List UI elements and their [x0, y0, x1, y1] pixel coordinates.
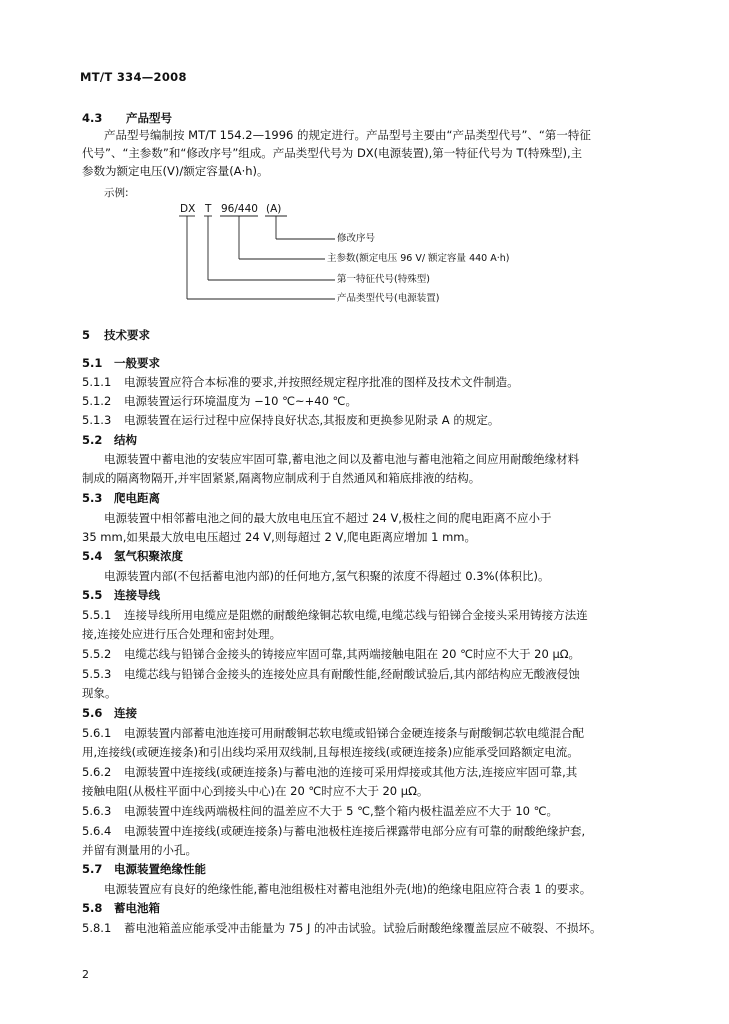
clause-5-5-1: 5.5.1 连接导线所用电缆应是阻燃的耐酸绝缘铜芯软电缆,电缆芯线与铅锑合金接头采用铸接方法连 — [82, 608, 588, 622]
clause-5-6-4: 5.6.4 电源装置中连接线(或硬连接条)与蓄电池极柱连接后裸露带电部分应有可靠的耐酸绝缘护套, — [82, 824, 586, 838]
clause-5-6-2: 5.6.2 电源装置中连接线(或硬连接条)与蓄电池的连接可采用焊接或其他方法,连接应牢固可靠,其 — [82, 765, 578, 779]
clause-5-6-1: 5.6.1 电源装置内部蓄电池连接可用耐酸铜芯软电缆或铅锑合金硬连接条与耐酸铜芯软电缆混合配 — [82, 726, 584, 740]
section-5-8-heading: 5.8 蓄电池箱 — [82, 901, 160, 915]
example-label: 示例: — [104, 187, 129, 199]
label-product-type-code: 产品类型代号(电源装置) — [337, 293, 440, 304]
code-part-t: T — [205, 203, 212, 215]
paragraph-line: 产品型号编制按 MT/T 154.2—1996 的规定进行。产品型号主要由“产品类型代号”、“第一特征 — [104, 128, 591, 142]
paragraph-line: 并留有测量用的小孔。 — [82, 843, 197, 857]
section-5-3-heading: 5.3 爬电距离 — [82, 491, 160, 505]
paragraph-line: 电源装置中蓄电池的安装应牢固可靠,蓄电池之间以及蓄电池与蓄电池箱之间应用耐酸绝缘材料 — [104, 452, 580, 466]
paragraph-line: 接,连接处应进行压合处理和密封处理。 — [82, 627, 282, 641]
section-4-3-heading: 4.3 产品型号 — [82, 111, 172, 125]
paragraph-line: 电源装置内部(不包括蓄电池内部)的任何地方,氢气积聚的浓度不得超过 0.3%(体积比)。 — [104, 569, 550, 583]
paragraph-line: 35 mm,如果最大放电电压超过 24 V,则每超过 2 V,爬电距离应增加 1 mm。 — [82, 530, 476, 544]
clause-5-1-2: 5.1.2 电源装置运行环境温度为 −10 ℃~+40 ℃。 — [82, 394, 357, 408]
clause-5-5-3: 5.5.3 电缆芯线与铅锑合金接头的连接处应具有耐酸性能,经耐酸试验后,其内部结构应无酸液侵蚀 — [82, 667, 580, 681]
clause-5-1-3: 5.1.3 电源装置在运行过程中应保持良好状态,其报废和更换参见附录 A 的规定。 — [82, 413, 500, 427]
label-modification-number: 修改序号 — [337, 233, 376, 244]
section-5-1-heading: 5.1 一般要求 — [82, 356, 160, 370]
section-5-7-heading: 5.7 电源装置绝缘性能 — [82, 862, 206, 876]
code-part-mod: (A) — [266, 203, 282, 215]
clause-5-5-2: 5.5.2 电缆芯线与铅锑合金接头的铸接应牢固可靠,其两端接触电阻在 20 ℃时应不大于 20 μΩ。 — [82, 647, 581, 661]
label-main-parameter: 主参数(额定电压 96 V/ 额定容量 440 A·h) — [327, 253, 510, 264]
code-part-param: 96/440 — [221, 203, 258, 215]
standard-code-header: MT/T 334—2008 — [80, 70, 187, 84]
code-part-dx: DX — [180, 203, 196, 215]
section-5-5-heading: 5.5 连接导线 — [82, 588, 160, 602]
section-5-2-heading: 5.2 结构 — [82, 433, 137, 447]
label-first-feature-code: 第一特征代号(特殊型) — [337, 274, 430, 285]
paragraph-line: 电源装置中相邻蓄电池之间的最大放电电压宜不超过 24 V,极柱之间的爬电距离不应小于 — [104, 511, 552, 525]
section-5-4-heading: 5.4 氢气积聚浓度 — [82, 549, 183, 563]
paragraph-line: 代号”、“主参数”和“修改序号”组成。产品类型代号为 DX(电源装置),第一特征代号为 T(特殊型),主 — [82, 146, 583, 160]
page-number: 2 — [82, 968, 89, 981]
clause-5-6-3: 5.6.3 电源装置中连线两端极柱间的温差应不大于 5 ℃,整个箱内极柱温差应不大于 10 ℃。 — [82, 804, 559, 818]
paragraph-line: 电源装置应有良好的绝缘性能,蓄电池组极柱对蓄电池组外壳(地)的绝缘电阻应符合表 1 的要求。 — [104, 882, 592, 896]
paragraph-line: 接触电阻(从极柱平面中心到接头中心)在 20 ℃时应不大于 20 μΩ。 — [82, 784, 429, 798]
paragraph-line: 参数为额定电压(V)/额定容量(A·h)。 — [82, 164, 269, 178]
chapter-5-heading: 5 技术要求 — [82, 328, 150, 342]
paragraph-line: 现象。 — [82, 686, 117, 700]
paragraph-line: 制成的隔离物隔开,并牢固紧紧,隔离物应制成利于自然通风和箱底排液的结构。 — [82, 471, 481, 485]
paragraph-line: 用,连接线(或硬连接条)和引出线均采用双线制,且每根连接线(或硬连接条)应能承受回路额定电流。 — [82, 745, 579, 759]
section-5-6-heading: 5.6 连接 — [82, 706, 137, 720]
clause-5-8-1: 5.8.1 蓄电池箱盖应能承受冲击能量为 75 J 的冲击试验。试验后耐酸绝缘覆盖层应不破裂、不损坏。 — [82, 921, 602, 935]
clause-5-1-1: 5.1.1 电源装置应符合本标准的要求,并按照经规定程序批准的图样及技术文件制造。 — [82, 375, 519, 389]
